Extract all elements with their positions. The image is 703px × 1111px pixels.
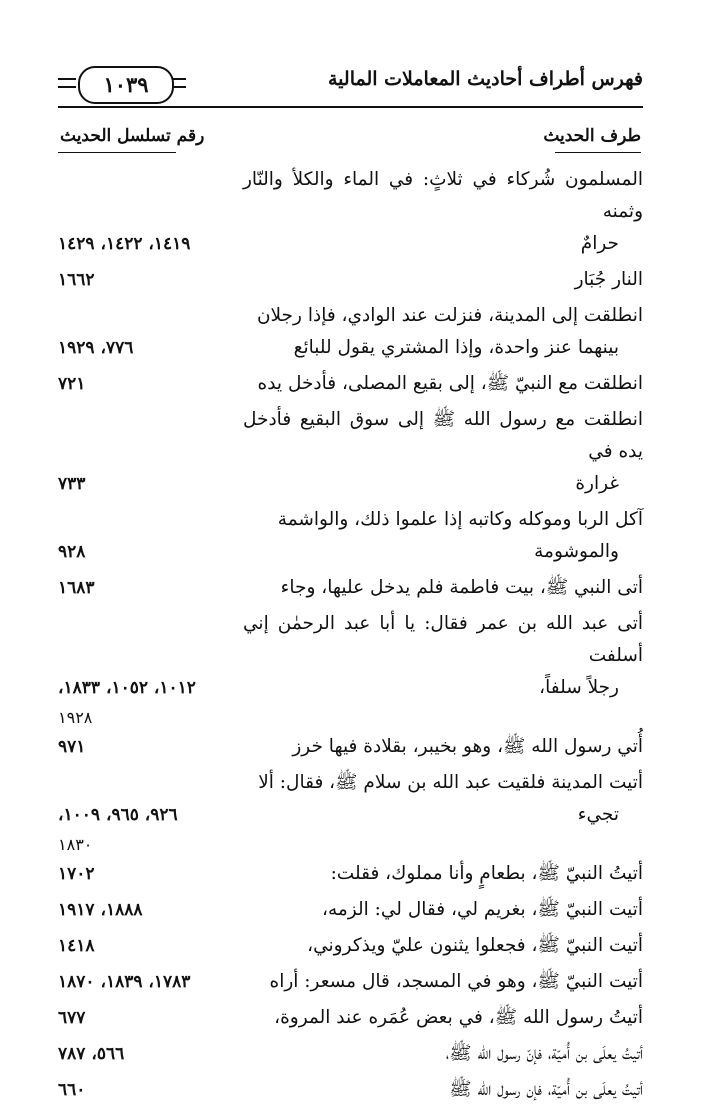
index-entry xyxy=(58,1074,643,1106)
hadith-line: النار جُبَار xyxy=(574,269,643,290)
hadith-line: انطلقت إلى المدينة، فنزلت عند الوادي، فإذا رجلان xyxy=(256,305,643,326)
hadith-line-continued: بينهما عنز واحدة، وإذا المشتري يقول للبائع xyxy=(293,337,619,358)
hadith-edge-text xyxy=(243,368,643,400)
hadith-edge-text xyxy=(243,608,643,704)
index-entry xyxy=(58,264,643,296)
hadith-edge-text xyxy=(243,894,643,926)
hadith-line: المسلمون شُركاء في ثلاثٍ: في الماء والكلأ والنّار وثمنه xyxy=(243,169,643,222)
serial-numbers: ١٨٨٨، ١٩١٧ xyxy=(58,900,143,920)
hadith-edge-header: طرف الحديث xyxy=(543,126,641,146)
index-entry xyxy=(58,966,643,998)
hadith-line: أتيت النبيّ ﷺ، بغريم لي، فقال لي: الزمه، xyxy=(321,899,643,920)
hadith-line: انطلقت مع رسول الله ﷺ إلى سوق البقيع فأدخل يده في xyxy=(243,409,643,462)
column-header-rule xyxy=(555,152,641,153)
hadith-edge-text xyxy=(243,858,643,890)
hadith-edge-text xyxy=(243,1038,643,1070)
index-entry xyxy=(58,767,643,831)
index-entry xyxy=(58,1038,643,1070)
index-entry xyxy=(58,1002,643,1034)
serial-numbers: ٦٦٠ xyxy=(58,1080,86,1100)
index-entry xyxy=(58,164,643,260)
hadith-line: أتيتُ يعلَى بن أُميّة، فإنّ رسول الله ﷺ، xyxy=(445,1043,643,1064)
serial-numbers: ٧٢١ xyxy=(58,374,86,394)
serial-numbers: ١٤١٨ xyxy=(58,936,95,956)
serial-numbers: ٩٢٦، ٩٦٥، ١٠٠٩، xyxy=(58,805,178,825)
hadith-edge-text xyxy=(243,572,643,604)
serial-numbers: ٥٦٦، ٧٨٧ xyxy=(58,1044,125,1064)
hadith-edge-text xyxy=(243,264,643,296)
hadith-line: أتيتُ النبيّ ﷺ، بطعامٍ وأنا مملوك، فقلت: xyxy=(330,863,643,884)
hadith-line: أتيت المدينة فلقيت عبد الله بن سلام ﷺ، فقال: ألا xyxy=(258,772,643,793)
page-number: ١٠٣٩ xyxy=(78,66,174,104)
serial-numbers: ١٠١٢، ١٠٥٢، ١٨٣٣، xyxy=(58,678,196,698)
hadith-line-continued: رجلاً سلفاً، xyxy=(539,677,619,698)
index-entry xyxy=(58,894,643,926)
index-entry xyxy=(58,858,643,890)
serial-numbers: ١٤١٩، ١٤٢٢، ١٤٢٩ xyxy=(58,234,191,254)
page-header xyxy=(58,66,643,106)
index-entries xyxy=(58,164,643,1110)
hadith-edge-text xyxy=(243,1074,643,1106)
hadith-edge-text xyxy=(243,300,643,364)
serial-numbers-continued: ١٨٣٠ xyxy=(58,835,93,854)
hadith-line-continued: والموشومة xyxy=(534,541,619,562)
ornament-line xyxy=(58,86,76,88)
hadith-line: أتيت النبيّ ﷺ، وهو في المسجد، قال مسعر: أراه xyxy=(269,971,643,992)
hadith-edge-text xyxy=(243,404,643,500)
index-entry xyxy=(58,404,643,500)
hadith-line: آكل الربا وموكله وكاتبه إذا علموا ذلك، والواشمة xyxy=(277,509,643,530)
serial-numbers: ١٦٦٢ xyxy=(58,270,95,290)
serial-number-header: رقم تسلسل الحديث xyxy=(60,126,205,146)
hadith-line: أتى النبي ﷺ، بيت فاطمة فلم يدخل عليها، وجاء xyxy=(280,577,643,598)
hadith-edge-text xyxy=(243,767,643,831)
running-title: فهرس أطراف أحاديث المعاملات المالية xyxy=(327,68,643,90)
ornament-line xyxy=(58,78,76,80)
column-header-rule xyxy=(58,152,176,153)
hadith-line-continued: تجيء xyxy=(577,804,619,825)
serial-numbers: ١٦٨٣ xyxy=(58,578,95,598)
hadith-edge-text xyxy=(243,966,643,998)
index-entry xyxy=(58,930,643,962)
ornament-line xyxy=(172,78,186,80)
hadith-edge-text xyxy=(243,930,643,962)
serial-numbers: ٦٧٧ xyxy=(58,1008,86,1028)
serial-numbers: ٧٣٣ xyxy=(58,474,86,494)
serial-numbers: ١٧٨٣، ١٨٣٩، ١٨٧٠ xyxy=(58,972,191,992)
index-entry xyxy=(58,572,643,604)
hadith-edge-text xyxy=(243,1002,643,1034)
hadith-line: أُتي رسول الله ﷺ، وهو بخيبر، بقلادة فيها خرز xyxy=(292,736,643,757)
header-rule xyxy=(58,106,643,108)
index-entry xyxy=(58,300,643,364)
ornament-line xyxy=(172,86,186,88)
index-entry xyxy=(58,368,643,400)
serial-numbers: ١٧٠٢ xyxy=(58,864,95,884)
serial-numbers: ٩٧١ xyxy=(58,737,86,757)
hadith-edge-text xyxy=(243,504,643,568)
serial-numbers-continued: ١٩٢٨ xyxy=(58,708,93,727)
hadith-line-continued: حرامٌ xyxy=(580,233,619,254)
column-headers xyxy=(58,126,643,154)
hadith-edge-text xyxy=(243,164,643,260)
hadith-line: انطلقت مع النبيّ ﷺ، إلى بقيع المصلى، فأدخل يده xyxy=(257,373,643,394)
index-entry xyxy=(58,504,643,568)
hadith-line: أتيت النبيّ ﷺ، فجعلوا يثنون عليّ ويذكروني، xyxy=(307,935,643,956)
hadith-line-continued: غرارة xyxy=(575,473,619,494)
index-entry xyxy=(58,608,643,704)
serial-numbers: ٩٢٨ xyxy=(58,542,86,562)
index-entry xyxy=(58,731,643,763)
serial-numbers: ٧٧٦، ١٩٢٩ xyxy=(58,338,134,358)
hadith-line: أتيتُ رسول الله ﷺ، في بعض عُمَره عند المروة، xyxy=(274,1007,643,1028)
hadith-line: أتيتُ يعلَى بن أُميّة، فإن رسول الله ﷺ xyxy=(449,1079,643,1100)
hadith-line: أتى عبد الله بن عمر فقال: يا أبا عبد الرحمٰن إني أسلفت xyxy=(243,613,643,666)
hadith-edge-text xyxy=(243,731,643,763)
